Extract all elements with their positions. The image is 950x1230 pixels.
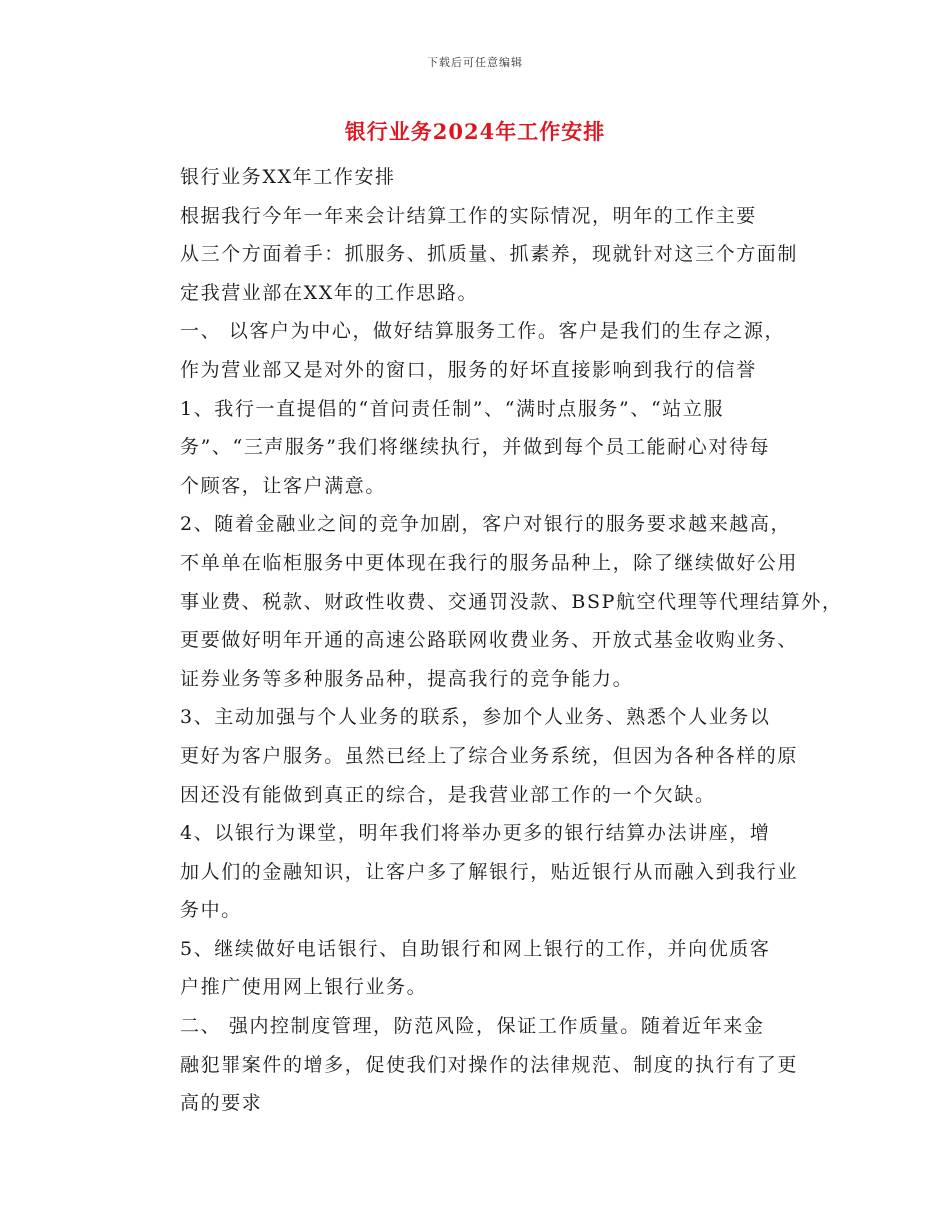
text-line: 更要做好明年开通的高速公路联网收费业务、开放式基金收购业务、	[180, 629, 799, 652]
document-title: 银行业务2024年工作安排	[344, 119, 606, 144]
text-line: 事业费、税款、财政性收费、交通罚没款、BSP航空代理等代理结算外，	[180, 590, 843, 613]
paragraph-item-5	[142, 930, 822, 1007]
text-line: 务”、“三声服务”我们将继续执行，并做到每个员工能耐心对待每	[180, 436, 771, 459]
text-line: 高的要求	[180, 1092, 263, 1115]
paragraph-subtitle	[142, 158, 822, 197]
text-line: 证券业务等多种服务品种，提高我行的竞争能力。	[180, 667, 634, 690]
text-line: 2、随着金融业之间的竞争加剧，客户对银行的服务要求越来越高，	[180, 513, 792, 536]
paragraph-item-1	[142, 390, 822, 506]
text-line: 4、以银行为课堂，明年我们将举办更多的银行结算办法讲座，增	[180, 822, 771, 845]
text-line: 融犯罪案件的增多，促使我们对操作的法律规范、制度的执行有了更	[180, 1053, 799, 1076]
text-line: 定我营业部在XX年的工作思路。	[180, 281, 479, 304]
paragraph-item-4	[142, 814, 822, 930]
text-line: 根据我行今年一年来会计结算工作的实际情况，明年的工作主要	[180, 204, 757, 227]
paragraph-section-two	[142, 1007, 822, 1123]
text-line: 3、主动加强与个人业务的联系，参加个人业务、熟悉个人业务以	[180, 706, 771, 729]
text-line: 银行业务XX年工作安排	[180, 166, 396, 188]
paragraph-item-2	[142, 505, 843, 698]
text-line: 从三个方面着手：抓服务、抓质量、抓素养，现就针对这三个方面制	[180, 243, 799, 266]
text-line: 二、 强内控制度管理，防范风险，保证工作质量。随着近年来金	[180, 1015, 765, 1038]
text-line: 作为营业部又是对外的窗口，服务的好坏直接影响到我行的信誉	[180, 358, 757, 381]
text-line: 一、 以客户为中心，做好结算服务工作。客户是我们的生存之源，	[180, 320, 786, 343]
text-line: 因还没有能做到真正的综合，是我营业部工作的一个欠缺。	[180, 783, 716, 806]
text-line: 加人们的金融知识，让客户多了解银行，贴近银行从而融入到我行业	[180, 860, 799, 883]
text-line: 5、继续做好电话银行、自助银行和网上银行的工作，并向优质客	[180, 937, 771, 960]
paragraph-item-3	[142, 698, 822, 814]
text-line: 不单单在临柜服务中更体现在我行的服务品种上，除了继续做好公用	[180, 551, 799, 574]
text-line: 更好为客户服务。虽然已经上了综合业务系统，但因为各种各样的原	[180, 744, 799, 767]
paragraph-intro	[142, 197, 822, 313]
text-line: 1、我行一直提倡的“首问责任制”、“满时点服务”、“站立服	[180, 397, 725, 420]
text-line: 务中。	[180, 899, 242, 922]
paragraph-section-one	[142, 312, 822, 389]
text-line: 户推广使用网上银行业务。	[180, 976, 428, 999]
document-body	[142, 158, 843, 1123]
header-note: 下载后可任意编辑	[427, 56, 523, 69]
text-line: 个顾客，让客户满意。	[180, 474, 387, 497]
